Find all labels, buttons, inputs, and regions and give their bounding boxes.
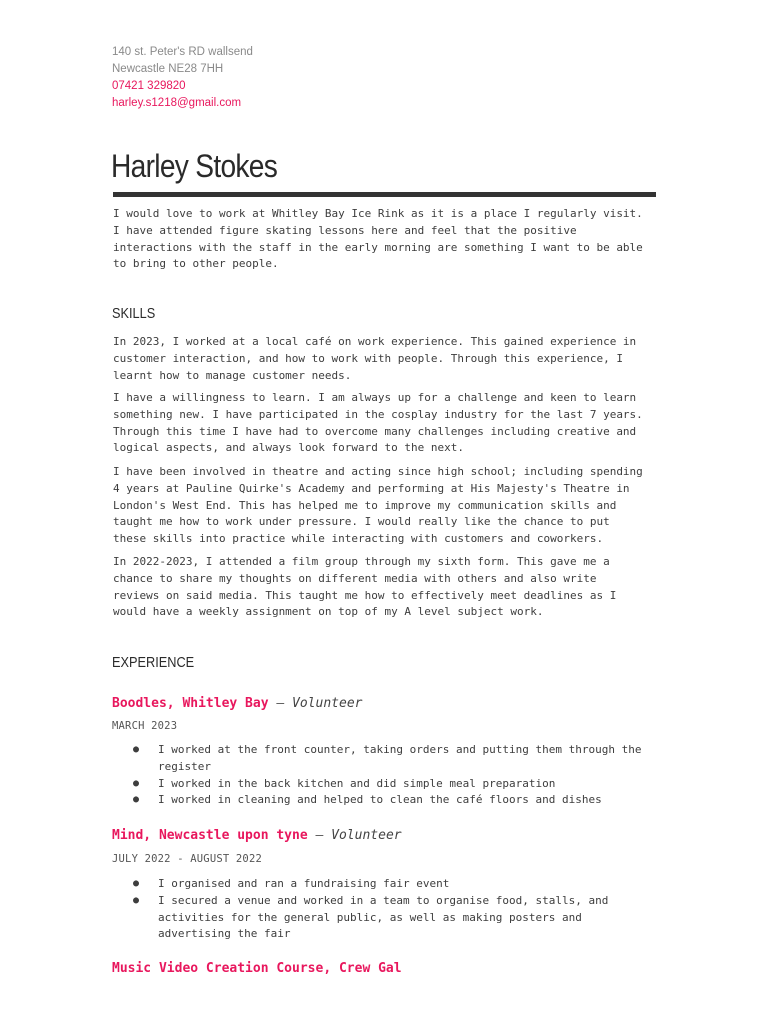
skills-paragraph-2: I have a willingness to learn. I am always up for a challenge and keen to learn something new. I have participated in the cosplay industry for the last 7 years. Through this time I have had to overcome many challenges including creative and logical aspects, and always look forward to the next. xyxy=(113,391,643,455)
job-title-2 xyxy=(112,828,402,843)
job-date-1: MARCH 2023 xyxy=(112,720,178,732)
list-item: ● I secured a venue and worked in a team to organise food, stalls, and activities for the general public, as well as making posters and advertising the fair xyxy=(133,893,609,941)
bullet-icon: ● xyxy=(133,878,140,889)
bullet-icon: ● xyxy=(133,894,140,906)
list-item: ● I worked at the front counter, taking orders and putting them through the register xyxy=(133,743,642,773)
job-separator: — xyxy=(268,696,293,711)
address-line-2: Newcastle NE28 7HH xyxy=(112,63,224,75)
candidate-name: Harley Stokes xyxy=(111,148,278,184)
list-item: ● I worked in the back kitchen and did simple meal preparation xyxy=(133,776,663,793)
skills-paragraph-4: In 2022-2023, I attended a film group through my sixth form. This gave me a chance to share my thoughts on different media with others and also write reviews on said media. This taught me how to effectively meet deadlines as I would have a weekly assignment on top of my A level subject work. xyxy=(113,555,617,619)
address-line-1: 140 st. Peter's RD wallsend xyxy=(112,46,253,58)
job-date-2: JULY 2022 - AUGUST 2022 xyxy=(112,853,262,865)
list-item: ● I worked in cleaning and helped to clean the café floors and dishes xyxy=(133,792,663,809)
bullet-icon: ● xyxy=(133,744,140,755)
bullet-icon: ● xyxy=(133,794,140,806)
job-title-1 xyxy=(112,696,362,711)
job-bullets-1 xyxy=(133,742,663,809)
bullet-icon: ● xyxy=(133,777,140,789)
list-item: ● I organised and ran a fundraising fair event xyxy=(133,876,663,893)
skills-paragraph-3: I have been involved in theatre and acting since high school; including spending 4 years at Pauline Quirke's Academy and performing at His Majesty's Theatre in London's West End. This has helped me to improve my communication skills and taught me how to work under pressure. I would really like the chance to put these skills into practice while interacting with customers and coworkers. xyxy=(113,465,643,546)
job-organisation: Music Video Creation Course, Crew Gal xyxy=(112,961,402,976)
experience-heading: EXPERIENCE xyxy=(112,654,195,671)
phone-link[interactable]: 07421 329820 xyxy=(112,80,186,92)
job-role: Volunteer xyxy=(292,696,363,711)
contact-block xyxy=(112,44,253,112)
job-role: Volunteer xyxy=(331,828,402,843)
email-link[interactable]: harley.s1218@gmail.com xyxy=(112,97,242,109)
job-bullets-2 xyxy=(133,876,663,943)
summary-paragraph: I would love to work at Whitley Bay Ice Rink as it is a place I regularly visit. I have attended figure skating lessons here and feel that the positive interactions with the staff in the early morning are something I want to be able to bring to other people. xyxy=(113,207,643,271)
skills-heading: SKILLS xyxy=(112,305,156,322)
skills-paragraph-1: In 2023, I worked at a local café on work experience. This gained experience in customer interaction, and how to work with people. Through this experience, I learnt how to manage customer needs. xyxy=(113,335,637,382)
job-title-3 xyxy=(112,961,402,976)
job-organisation: Boodles, Whitley Bay xyxy=(112,696,269,711)
title-divider xyxy=(113,192,656,197)
job-separator: — xyxy=(307,828,332,843)
job-organisation: Mind, Newcastle upon tyne xyxy=(112,828,308,843)
